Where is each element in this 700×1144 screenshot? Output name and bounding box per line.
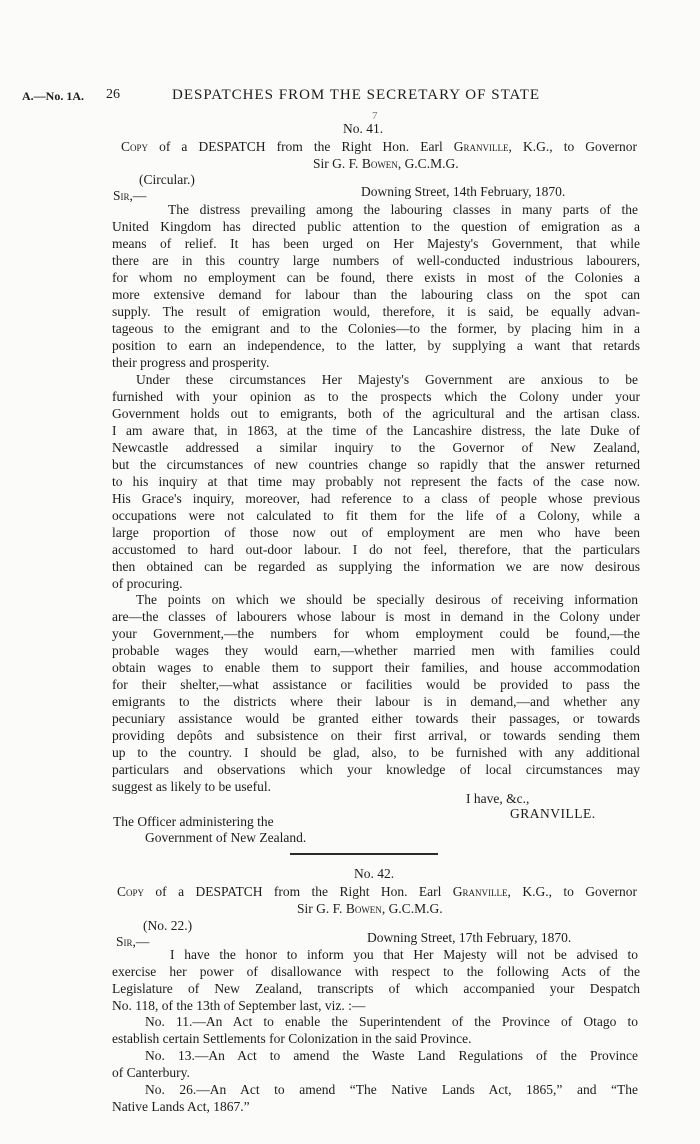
heading-governor-name: Bowen <box>345 901 382 916</box>
text-line: their progress and prosperity. <box>112 355 270 370</box>
despatch-41-signature: GRANVILLE. <box>510 806 596 821</box>
text-line: your Government,—the numbers for whom employment could be found,—the <box>112 626 640 641</box>
text-line: pecuniary assistance would be granted either towards their passages, or towards <box>112 711 640 726</box>
text-line: I am aware that, in 1863, at the time of the Lancashire distress, the late Duke of <box>112 423 640 438</box>
heading-earl-name: Granville <box>452 884 508 899</box>
text-line: large proportion of those now out of employment are men who have been <box>112 525 640 540</box>
despatch-41-heading <box>121 138 637 155</box>
text-line: No. 13.—An Act to amend the Waste Land Regulations of the Province <box>145 1048 638 1063</box>
text-line: supply. The result of emigration would, therefore, it is said, be equally advan- <box>112 304 640 319</box>
despatch-42-salutation: Sir,— <box>116 934 150 949</box>
heading-text: of a DESPATCH from the Right Hon. Earl <box>144 884 453 899</box>
text-line: His Grace's inquiry, moreover, had reference to a class of people whose previous <box>112 491 640 506</box>
despatch-42-heading-2 <box>297 900 443 917</box>
text-line: of Canterbury. <box>112 1065 190 1080</box>
heading-earl-name: Granville <box>453 139 509 154</box>
text-line: position to earn an independence, to the latter, by supplying a want that retards <box>112 338 640 353</box>
despatch-41-salutation: Sir,— <box>113 188 147 203</box>
text-line: I have the honor to inform you that Her Majesty will not be advised to <box>170 947 638 962</box>
despatch-42-reference: (No. 22.) <box>143 918 193 933</box>
text-line: suggest as likely to be useful. <box>112 779 271 794</box>
text-line: Newcastle addressed a similar inquiry to the Governor of New Zealand, <box>112 440 640 455</box>
heading-text-end: , K.G., to Governor <box>507 884 637 899</box>
heading-governor: Sir G. F. <box>297 901 346 916</box>
text-line: are—the classes of labourers whose labour is most in demand in the Colony under <box>112 609 640 624</box>
text-line: Government holds out to emigrants, both of the agricultural and the artisan class. <box>112 406 640 421</box>
despatch-41-heading-2 <box>313 155 459 172</box>
heading-governor-name: Bowen <box>361 156 398 171</box>
text-line: of procuring. <box>112 576 183 591</box>
text-line: means of relief. It has been urged on Her Majesty's Government, that while <box>112 236 640 251</box>
text-line: emigrants to the districts where their labour is in demand,—and whether any <box>112 694 640 709</box>
heading-copy-word: Copy <box>121 139 149 154</box>
running-title: DESPATCHES FROM THE SECRETARY OF STATE <box>172 87 541 103</box>
despatch-42-place-date: Downing Street, 17th February, 1870. <box>367 930 572 945</box>
text-line: No. 11.—An Act to enable the Superintendent of the Province of Otago to <box>145 1014 638 1029</box>
text-line: furnished with your opinion as to the prospects which the Colony under your <box>112 389 640 404</box>
despatch-41-number: No. 41. <box>343 121 384 136</box>
text-line: occupations were not calculated to fit them for the life of a Colony, while a <box>112 508 640 523</box>
text-line: Legislature of New Zealand, transcripts of which accompanied your Despatch <box>112 981 640 996</box>
text-line: to his inquiry at that time may probably not represent the facts of the case now. <box>112 474 640 489</box>
despatch-41-closing: I have, &c., <box>466 791 530 806</box>
text-line: for their shelter,—what assistance or facilities would be provided to pass the <box>112 677 640 692</box>
text-line: more extensive demand for labour than the labouring class on the spot can <box>112 287 640 302</box>
text-line: Native Lands Act, 1867.” <box>112 1099 250 1114</box>
despatch-42-number: No. 42. <box>354 866 395 881</box>
text-line: tageous to the emigrant and to the Colonies—to the former, by placing him in a <box>112 321 640 336</box>
text-line: but the circumstances of new countries change so rapidly that the answer returned <box>112 457 640 472</box>
text-line: there are in this country large numbers of well-conducted industrious labourers, <box>112 253 640 268</box>
text-line: exercise her power of disallowance with respect to the following Acts of the <box>112 964 640 979</box>
series-reference: A.—No. 1A. <box>22 89 84 103</box>
text-line: establish certain Settlements for Colonization in the said Province. <box>112 1031 472 1046</box>
despatch-42-heading <box>117 883 637 900</box>
page-number: 26 <box>106 87 120 102</box>
text-line: providing depôts and subsistence on their first arrival, or towards sending them <box>112 728 640 743</box>
despatch-41-addressee-2: Government of New Zealand. <box>145 830 307 845</box>
text-line: Under these circumstances Her Majesty's Government are anxious to be <box>136 372 638 387</box>
despatch-41-place-date: Downing Street, 14th February, 1870. <box>361 184 566 199</box>
text-line: accustomed to hard out-door labour. I do not feel, therefore, that the particulars <box>112 542 640 557</box>
heading-text: of a DESPATCH from the Right Hon. Earl <box>148 139 454 154</box>
heading-governor-title: , G.C.M.G. <box>397 156 459 171</box>
text-line: The points on which we should be specially desirous of receiving information <box>136 592 638 607</box>
heading-text-end: , K.G., to Governor <box>508 139 637 154</box>
margin-note: 7 <box>372 110 378 122</box>
despatch-41-circular: (Circular.) <box>139 172 195 187</box>
section-divider <box>290 853 438 855</box>
heading-copy-word: Copy <box>117 884 145 899</box>
text-line: particulars and observations which your knowledge of local circumstances may <box>112 762 640 777</box>
text-line: No. 118, of the 13th of September last, viz. :— <box>112 998 366 1013</box>
text-line: probable wages they would earn,—whether married men with families could <box>112 643 640 658</box>
text-line: up to the country. I should be glad, also, to be furnished with any additional <box>112 745 640 760</box>
heading-governor: Sir G. F. <box>313 156 362 171</box>
heading-governor-title: , G.C.M.G. <box>381 901 443 916</box>
text-line: obtain wages to enable them to support their families, and house accommodation <box>112 660 640 675</box>
text-line: No. 26.—An Act to amend “The Native Lands Act, 1865,” and “The <box>145 1082 638 1097</box>
text-line: The distress prevailing among the labouring classes in many parts of the <box>168 202 638 217</box>
text-line: United Kingdom has directed public attention to the question of emigration as a <box>112 219 640 234</box>
despatch-41-addressee-1: The Officer administering the <box>113 814 274 829</box>
text-line: for whom no employment can be found, there exists in most of the Colonies a <box>112 270 640 285</box>
text-line: then obtained can be regarded as supplying the information we are now desirous <box>112 559 640 574</box>
